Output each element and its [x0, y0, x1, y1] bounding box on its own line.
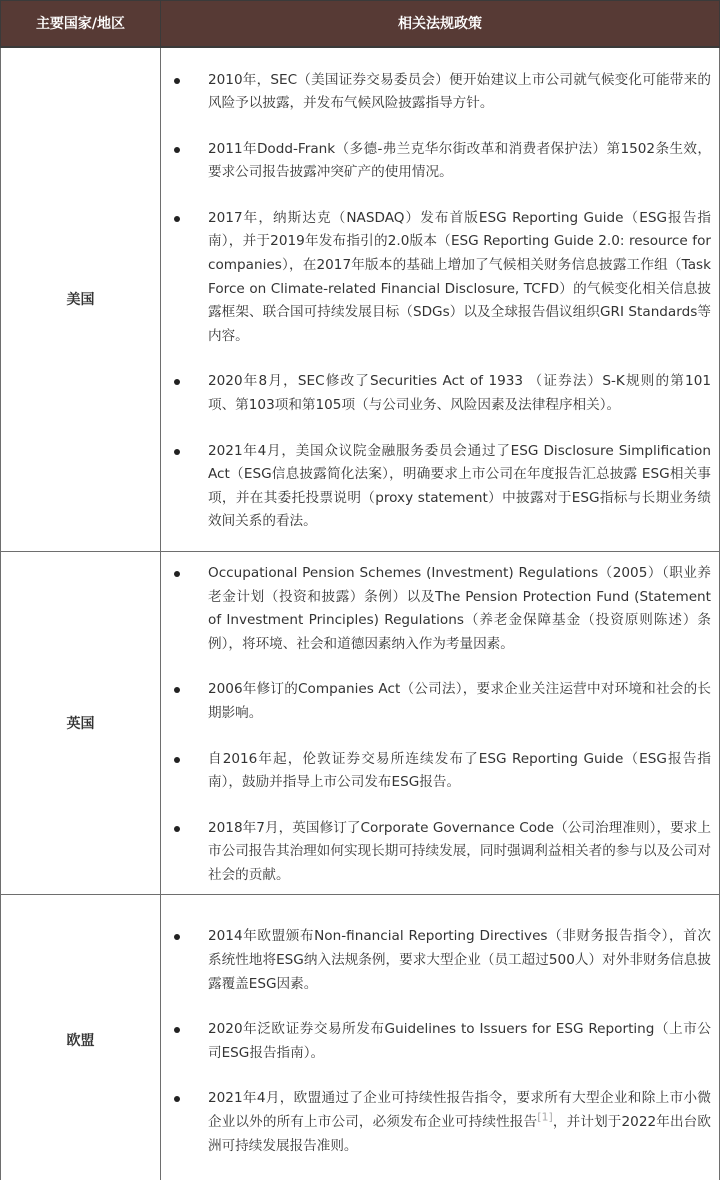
bullet-icon [174, 379, 180, 385]
policy-text: 2011年Dodd-Frank（多德-弗兰克华尔街改革和消费者保护法）第1502条生效，要求公司报告披露冲突矿产的使用情况。 [208, 140, 711, 181]
bullet-icon [174, 1096, 180, 1102]
policy-text: 2017年，纳斯达克（NASDAQ）发布首版ESG Reporting Guide（ESG报告指南），并于2019年发布指引的2.0版本（ESG Reporting Guide 2.0: resource for companies），在2017年版本的基础上增加了气候相关财务信息披露工作组（Task Force on Climate-related Financial Disclosure, TCFD）的气候变化相关信息披露框架、联合国可持续发展目标（SDGs）以及全球报告倡议组织GRI Standards等内容。 [208, 209, 711, 344]
list-item [161, 1087, 711, 1158]
region-cell: 美国 [1, 47, 161, 552]
list-item [161, 69, 711, 116]
bullet-icon [174, 687, 180, 693]
region-cell: 英国 [1, 552, 161, 895]
policy-text: 2021年4月，欧盟通过了企业可持续性报告指令，要求所有大型企业和除上市小微企业以外的所有上市公司，必须发布企业可持续性报告 [208, 1090, 711, 1130]
bullet-icon [174, 571, 180, 577]
policy-text: 2018年7月，英国修订了Corporate Governance Code（公司治理准则），要求上市公司报告其治理如何实现长期可持续发展，同时强调利益相关者的参与以及公司对社会的贡献。 [208, 819, 711, 883]
policy-text-tail: ，并计划于2022年出台欧洲可持续发展报告准则。 [208, 1113, 711, 1154]
policies-cell [161, 894, 720, 1180]
list-item [161, 207, 711, 349]
policy-list [161, 69, 711, 535]
policy-text: 2010年，SEC（美国证券交易委员会）便开始建议上市公司就气候变化可能带来的风险予以披露，并发布气候风险披露指导方针。 [208, 71, 711, 112]
bullet-icon [174, 216, 180, 222]
table-header-row [1, 1, 720, 47]
policy-text: 2014年欧盟颁布Non-financial Reporting Directives（非财务报告指令），首次系统性地将ESG纳入法规条例，要求大型企业（员工超过500人）对外非财务信息披露覆盖ESG因素。 [208, 928, 711, 992]
bullet-icon [174, 147, 180, 153]
list-item [161, 817, 711, 888]
table-row-eu [1, 894, 720, 1180]
list-item [161, 562, 711, 656]
policy-text: 2006年修订的Companies Act（公司法），要求企业关注运营中对环境和社会的长期影响。 [208, 681, 711, 721]
bullet-icon [174, 757, 180, 763]
policies-cell [161, 47, 720, 552]
policy-text: 2020年8月，SEC修改了Securities Act of 1933 （证券法）S-K规则的第101项、第103项和第105项（与公司业务、风险因素及法律程序相关）。 [208, 373, 711, 414]
list-item [161, 678, 711, 725]
bullet-icon [174, 1027, 180, 1033]
policy-text: Occupational Pension Schemes (Investment) Regulations（2005）（职业养老金计划（投资和披露）条例）以及The Pension Protection Fund (Statement of Investment Principles) Regulations（养老金保障基金（投资原则陈述）条例），将环境、社会和道德因素纳入作为考量因素。 [208, 565, 711, 652]
bullet-icon [174, 449, 180, 455]
list-item [161, 370, 711, 417]
list-item [161, 440, 711, 534]
policy-text: 自2016年起，伦敦证券交易所连续发布了ESG Reporting Guide（ESG报告指南），鼓励并指导上市公司发布ESG报告。 [208, 750, 711, 791]
table-row-usa [1, 47, 720, 552]
region-cell: 欧盟 [1, 894, 161, 1180]
bullet-icon [174, 934, 180, 940]
list-item [161, 138, 711, 185]
column-header-policies: 相关法规政策 [161, 1, 720, 47]
policy-list [161, 562, 711, 888]
footnote-reference-link[interactable]: [1] [537, 1110, 553, 1124]
column-header-region: 主要国家/地区 [1, 1, 161, 47]
policy-text: 2021年4月，美国众议院金融服务委员会通过了ESG Disclosure Simplification Act（ESG信息披露简化法案），明确要求上市公司在年度报告汇总披露 ESG相关事项，并在其委托投票说明（proxy statement）中披露对于ESG指标与长期业务绩效间关系的看法。 [208, 442, 711, 530]
policy-text: 2020年泛欧证券交易所发布Guidelines to Issuers for ESG Reporting（上市公司ESG报告指南）。 [208, 1021, 711, 1061]
list-item [161, 748, 711, 795]
policies-cell [161, 552, 720, 895]
policy-list [161, 925, 711, 1158]
bullet-icon [174, 78, 180, 84]
list-item [161, 1018, 711, 1065]
list-item [161, 925, 711, 996]
bullet-icon [174, 826, 180, 832]
table-row-uk [1, 552, 720, 895]
